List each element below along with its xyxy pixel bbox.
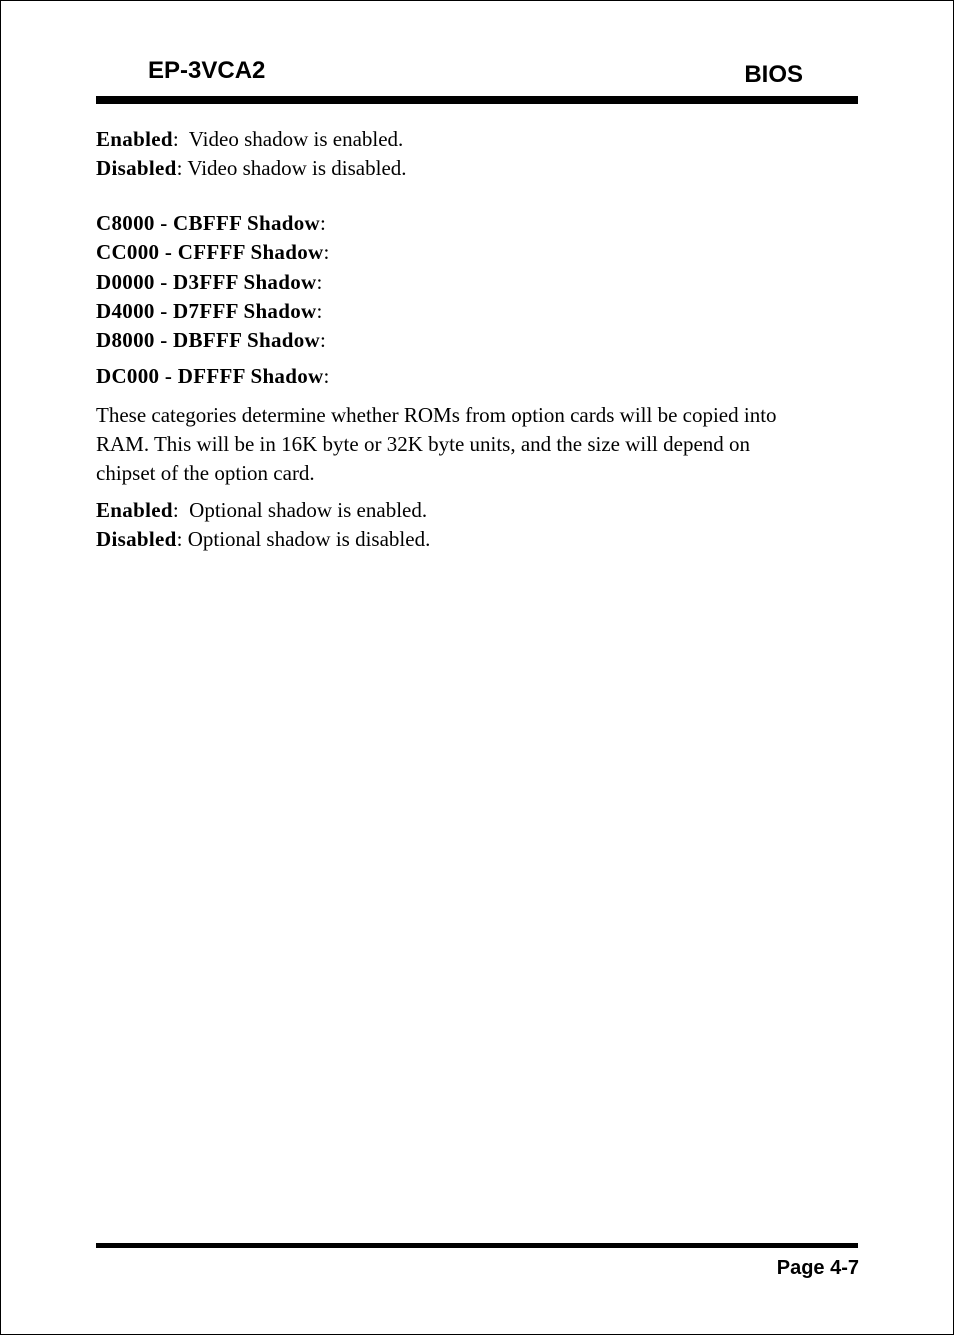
video-shadow-enabled-line	[96, 125, 403, 154]
shadow-range-colon: :	[320, 328, 326, 352]
header-rule	[96, 96, 858, 104]
optional-shadow-disabled-line	[96, 525, 430, 554]
option-term: Enabled	[96, 498, 173, 522]
shadow-range-heading	[96, 268, 322, 297]
option-description: Video shadow is enabled.	[188, 127, 404, 151]
description-line: RAM. This will be in 16K byte or 32K byte units, and the size will depend on	[96, 432, 751, 456]
shadow-range-colon: :	[316, 270, 323, 294]
shadow-range-label: D0000 - D3FFF Shadow	[96, 270, 317, 294]
shadow-range-colon: :	[316, 299, 323, 323]
option-term: Disabled	[96, 156, 177, 180]
footer-rule	[96, 1243, 858, 1248]
option-separator: :	[172, 127, 189, 151]
option-separator: :	[176, 156, 188, 180]
description-line: These categories determine whether ROMs from option cards will be copied into	[96, 403, 777, 427]
optional-shadow-enabled-line	[96, 496, 427, 525]
option-term: Disabled	[96, 527, 177, 551]
shadow-range-colon: :	[323, 240, 330, 264]
option-description: Optional shadow is enabled.	[189, 498, 428, 522]
shadow-range-colon: :	[323, 364, 330, 388]
shadow-range-colon: :	[320, 211, 326, 235]
option-separator: :	[172, 498, 190, 522]
video-shadow-disabled-line	[96, 154, 407, 183]
shadow-range-heading	[96, 238, 329, 267]
shadow-range-label: D8000 - DBFFF Shadow	[96, 328, 320, 352]
description-line: chipset of the option card.	[96, 461, 315, 485]
shadow-range-label: DC000 - DFFFF Shadow	[96, 364, 324, 388]
page-number: Page 4-7	[776, 1257, 859, 1279]
option-description: Video shadow is disabled.	[187, 156, 407, 180]
option-term: Enabled	[96, 127, 173, 151]
option-separator: :	[176, 527, 188, 551]
header-section-name: BIOS	[744, 61, 803, 88]
shadow-range-label: CC000 - CFFFF Shadow	[96, 240, 324, 264]
shadow-range-heading	[96, 209, 326, 238]
option-description: Optional shadow is disabled.	[187, 527, 431, 551]
shadow-range-label: C8000 - CBFFF Shadow	[96, 211, 320, 235]
shadow-range-heading	[96, 326, 326, 355]
header-model-name: EP-3VCA2	[148, 57, 266, 84]
shadow-range-heading	[96, 297, 322, 326]
shadow-range-label: D4000 - D7FFF Shadow	[96, 299, 317, 323]
shadow-range-heading	[96, 362, 329, 391]
